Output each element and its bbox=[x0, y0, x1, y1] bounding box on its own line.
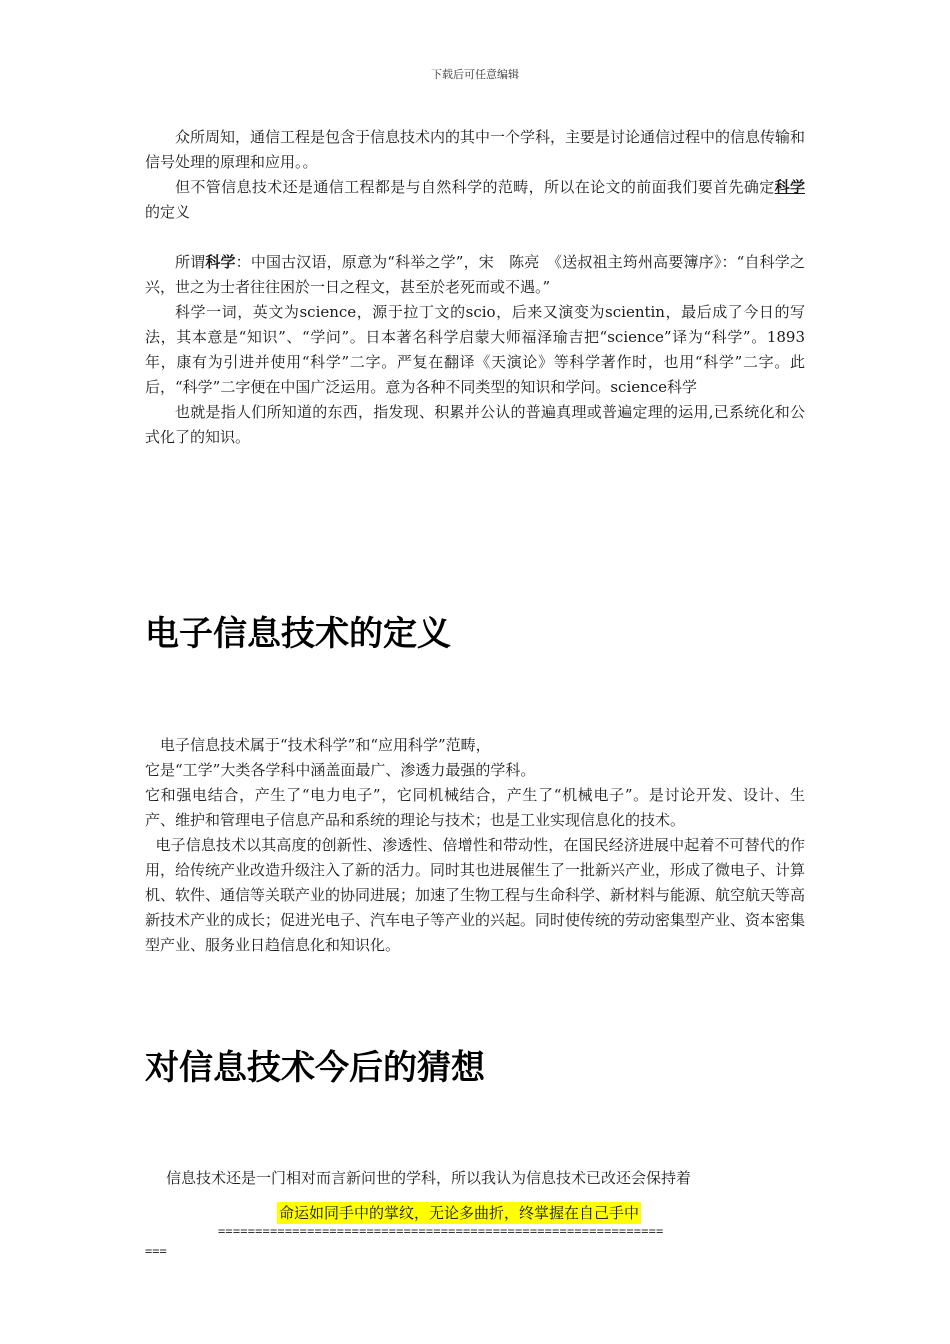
keyword-science-bold: 科学 bbox=[205, 253, 236, 271]
paragraph-category: 电子信息技术属于“技术科学”和“应用科学”范畴， bbox=[160, 736, 491, 754]
keyword-science-link[interactable]: 科学 bbox=[774, 178, 805, 196]
highlighted-quote: 命运如同手中的掌纹，无论多曲折，终掌握在自己手中 bbox=[279, 1204, 640, 1222]
section-electronic-info bbox=[145, 733, 805, 958]
paragraph-future: 信息技术还是一门相对而言新问世的学科，所以我认为信息技术已改还会保持着 bbox=[166, 1169, 692, 1187]
paragraph-intro: 众所周知，通信工程是包含于信息技术内的其中一个学科，主要是讨论通信过程中的信息传输和信号处理的原理和应用。。 bbox=[145, 128, 806, 171]
paragraph-etymology bbox=[145, 250, 805, 300]
paragraph-discipline: 它是“工学”大类各学科中涵盖面最广、渗透力最强的学科。 bbox=[145, 761, 536, 779]
text-run: 所谓 bbox=[175, 253, 206, 271]
text-run: ：中国古汉语，原意为“科举之学”，宋 陈亮 《送叔祖主筠州高要簿序》：“自科学之兴，世之为士者往往困於一日之程文，甚至於老死而或不遇。” bbox=[145, 253, 805, 296]
heading-future-conjecture: 对信息技术今后的猜想 bbox=[145, 1048, 485, 1088]
paragraph-combination: 它和强电结合，产生了“电力电子”，它同机械结合，产生了“机械电子”。是讨论开发、设计、生产、维护和管理电子信息产品和系统的理论与技术；也是工业实现信息化的技术。 bbox=[145, 786, 805, 829]
paragraph-meaning: 也就是指人们所知道的东西，指发现、积累并公认的普遍真理或普遍定理的运用,已系统化和公式化了的知识。 bbox=[145, 403, 805, 446]
text-run: 但不管信息技术还是通信工程都是与自然科学的范畴，所以在论文的前面我们要首先确定 bbox=[175, 178, 775, 196]
section-science-definition bbox=[145, 125, 805, 450]
separator-rule-tail: === bbox=[145, 1244, 167, 1258]
paragraph-english-origin: 科学一词，英文为science，源于拉丁文的scio，后来又演变为scientin，最后成了今日的写法，其本意是“知识”、“学问”。日本著名科学启蒙大师福泽瑜吉把“science”译为“科学”。1893年，康有为引进并使用“科学”二字。严复在翻译《天演论》等科学著作时，也用“科学”二字。此后，“科学”二字便在中国广泛运用。意为各种不同类型的知识和学问。science科学 bbox=[145, 303, 805, 396]
section-future bbox=[145, 1166, 805, 1191]
paragraph-impact: 电子信息技术以其高度的创新性、渗透性、倍增性和带动性，在国民经济进展中起着不可替代的作用，给传统产业改造升级注入了新的活力。同时其也进展催生了一批新兴产业，形成了微电子、计算机、软件、通信等关联产业的协同进展；加速了生物工程与生命科学、新材料与能源、航空航天等高新技术产业的成长；促进光电子、汽车电子等产业的兴起。同时使传统的劳动密集型产业、资本密集型产业、服务业日趋信息化和知识化。 bbox=[145, 836, 806, 954]
text-run: 的定义 bbox=[145, 203, 191, 221]
heading-electronic-info-definition: 电子信息技术的定义 bbox=[145, 614, 451, 654]
paragraph-scope bbox=[145, 175, 805, 225]
separator-rule: ============================================================ bbox=[218, 1224, 664, 1238]
page-header: 下载后可任意编辑 bbox=[431, 68, 519, 81]
